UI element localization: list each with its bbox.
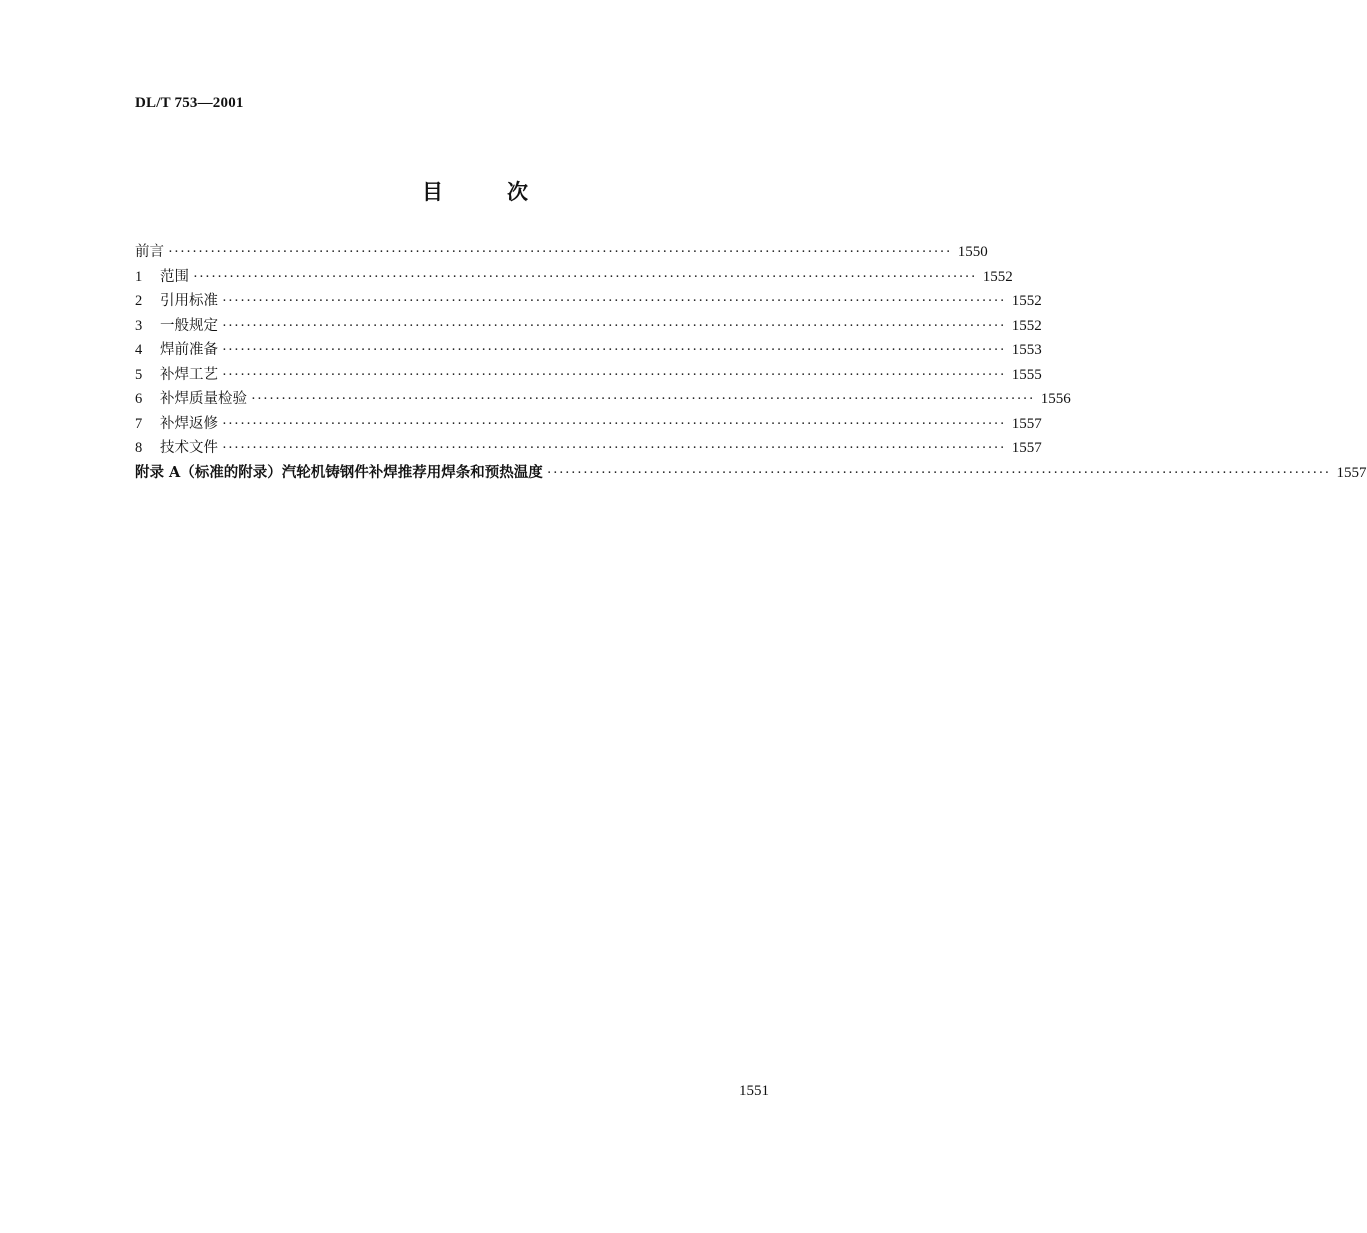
toc-entry-number: 8	[135, 440, 143, 456]
toc-entry-page: 1555	[1011, 366, 1042, 383]
toc-entry-page: 1552	[982, 268, 1013, 285]
toc-entry-number: 6	[135, 391, 143, 407]
toc-entry-preface[interactable]	[135, 240, 988, 265]
toc-entry-quality-inspection[interactable]	[135, 387, 1071, 412]
document-code: DL/T 753—2001	[135, 95, 244, 111]
title-char-left: 目	[422, 180, 443, 204]
toc-entry-page: 1552	[1011, 293, 1042, 309]
toc-entry-page: 1553	[1011, 342, 1042, 358]
toc-entry-pre-weld-preparation[interactable]	[135, 338, 1042, 363]
toc-leader-dots: ··································································································································	[193, 268, 977, 285]
page-number: 1551	[739, 1083, 769, 1099]
toc-entry-repair-welding-process[interactable]	[135, 363, 1042, 388]
toc-entry-number: 7	[135, 415, 143, 432]
toc-entry-page: 1550	[957, 244, 988, 260]
toc-entry-repair-rework[interactable]	[135, 412, 1042, 437]
toc-entry-number: 4	[135, 342, 143, 358]
toc-leader-dots: ··································································································································	[222, 415, 1006, 432]
toc-entry-number: 1	[135, 268, 143, 285]
toc-entry-number: 3	[135, 317, 143, 334]
toc-leader-dots: ··································································································································	[251, 391, 1035, 407]
toc-entry-general-provisions[interactable]	[135, 314, 1042, 339]
toc-entry-appendix-a[interactable]	[135, 461, 1367, 486]
toc-entry-normative-references[interactable]	[135, 289, 1042, 314]
toc-entry-label: 焊前准备	[160, 342, 218, 358]
toc-entry-page: 1557	[1336, 464, 1367, 481]
toc-entry-label: 前言	[135, 244, 164, 260]
toc-leader-dots: ··································································································································	[546, 464, 1331, 481]
toc-leader-dots: ··································································································································	[222, 342, 1006, 358]
toc-leader-dots: ··································································································································	[222, 366, 1006, 383]
toc-entry-page: 1552	[1011, 317, 1042, 334]
toc-entry-label: 补焊返修	[160, 415, 218, 432]
toc-entry-scope[interactable]	[135, 265, 1013, 290]
toc-entry-label: 技术文件	[160, 440, 218, 456]
toc-entry-page: 1557	[1011, 415, 1042, 432]
toc-entry-page: 1557	[1011, 440, 1042, 456]
toc-entry-number: 5	[135, 366, 143, 383]
toc-entry-page: 1556	[1040, 391, 1071, 407]
toc-leader-dots: ··································································································································	[222, 440, 1006, 456]
title-char-right: 次	[507, 180, 528, 204]
toc-entry-label: 补焊质量检验	[160, 391, 247, 407]
page-title	[0, 176, 950, 206]
toc-entry-label: 附录 A（标准的附录）汽轮机铸钢件补焊推荐用焊条和预热温度	[135, 463, 543, 481]
toc-entry-label: 补焊工艺	[160, 366, 218, 383]
toc-entry-label: 一般规定	[160, 317, 218, 334]
toc-leader-dots: ··································································································································	[222, 293, 1006, 309]
toc-entry-label: 引用标准	[160, 293, 218, 309]
toc-entry-number: 2	[135, 293, 143, 309]
table-of-contents	[135, 240, 1367, 485]
toc-entry-technical-documents[interactable]	[135, 436, 1042, 461]
toc-entry-label: 范围	[160, 268, 189, 285]
toc-leader-dots: ··································································································································	[222, 317, 1006, 334]
toc-leader-dots: ··································································································································	[168, 244, 952, 260]
